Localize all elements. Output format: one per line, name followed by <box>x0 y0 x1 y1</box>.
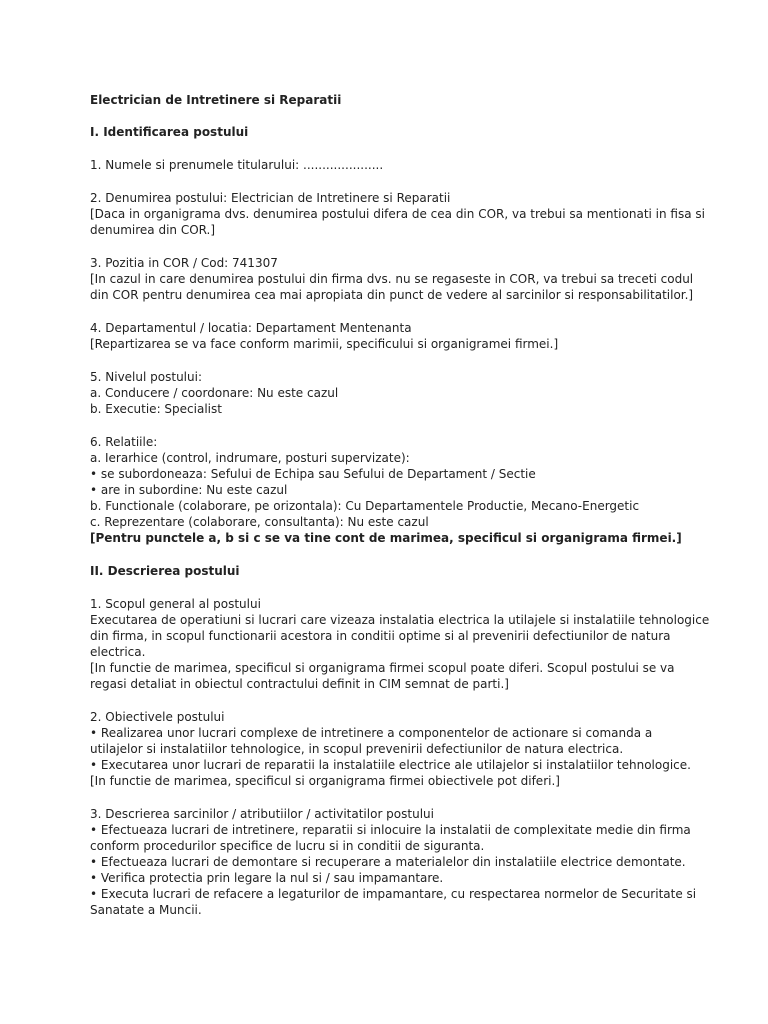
s2-item-1-body-line-1: Executarea de operatiuni si lucrari care vizeaza instalatia electrica la utilajele si instalatiile tehnologice <box>90 613 710 627</box>
item-1-holder-name: 1. Numele si prenumele titularului: ..................... <box>90 158 384 172</box>
item-6-a: a. Ierarhice (control, indrumare, posturi supervizate): <box>90 451 410 465</box>
item-4-note: [Repartizarea se va face conform marimii, specificului si organigramei firmei.] <box>90 337 559 351</box>
item-5-b: b. Executie: Specialist <box>90 402 222 416</box>
s2-item-1-note-line-1: [In functie de marimea, specificul si organigrama firmei scopul poate diferi. Scopul postului se va <box>90 661 675 675</box>
s2-item-2-line-4: [In functie de marimea, specificul si organigrama firmei obiectivele pot diferi.] <box>90 774 560 788</box>
s2-item-3-line-1: • Efectueaza lucrari de intretinere, reparatii si inlocuire la instalatii de complexitate medie din firma <box>90 823 691 837</box>
s2-item-1-note-line-2: regasi detaliat in obiectul contractului definit in CIM semnat de parti.] <box>90 677 509 691</box>
item-6-bullet-1: • se subordoneaza: Sefului de Echipa sau Sefului de Departament / Sectie <box>90 467 536 481</box>
s2-item-3-line-5: • Executa lucrari de refacere a legaturilor de impamantare, cu respectarea normelor de Securitate si <box>90 887 697 901</box>
item-2-note-line-2: denumirea din COR.] <box>90 223 216 237</box>
item-6-relations: 6. Relatiile: <box>90 435 158 449</box>
s2-item-2-line-2: utilajelor si instalatiilor tehnologice, in scopul prevenirii defectiunilor de natura electrica. <box>90 742 624 756</box>
s2-item-2-line-3: • Executarea unor lucrari de reparatii la instalatiile electrice ale utilajelor si instalatiilor tehnologice. <box>90 758 691 772</box>
s2-item-3-line-6: Sanatate a Muncii. <box>90 903 202 917</box>
s2-item-2-line-1: • Realizarea unor lucrari complexe de intretinere a componentelor de actionare si comanda a <box>90 726 653 740</box>
section-1-heading: I. Identificarea postului <box>90 125 249 139</box>
item-3-cor-code: 3. Pozitia in COR / Cod: 741307 <box>90 256 278 270</box>
s2-item-1-body-line-2: din firma, in scopul functionarii acestora in conditii optime si al prevenirii defectiunilor de natura <box>90 629 671 643</box>
item-6-b: b. Functionale (colaborare, pe orizontala): Cu Departamentele Productie, Mecano-Energetic <box>90 499 640 513</box>
item-6-c: c. Reprezentare (colaborare, consultanta): Nu este cazul <box>90 515 429 529</box>
item-4-department: 4. Departamentul / locatia: Departament Mentenanta <box>90 321 412 335</box>
s2-item-3-line-4: • Verifica protectia prin legare la nul si / sau impamantare. <box>90 871 444 885</box>
item-5-level: 5. Nivelul postului: <box>90 370 202 384</box>
item-5-a: a. Conducere / coordonare: Nu este cazul <box>90 386 339 400</box>
s2-item-3-tasks: 3. Descrierea sarcinilor / atributiilor / activitatilor postului <box>90 807 434 821</box>
item-3-note-line-1: [In cazul in care denumirea postului din firma dvs. nu se regaseste in COR, va trebui sa treceti codul <box>90 272 694 286</box>
item-2-job-title: 2. Denumirea postului: Electrician de Intretinere si Reparatii <box>90 191 451 205</box>
item-6-note: [Pentru punctele a, b si c se va tine cont de marimea, specificul si organigrama firmei.] <box>90 531 682 545</box>
s2-item-2-objectives: 2. Obiectivele postului <box>90 710 225 724</box>
s2-item-1-body-line-3: electrica. <box>90 645 146 659</box>
item-3-note-line-2: din COR pentru denumirea cea mai apropiata din punct de vedere al sarcinilor si responsabilitatilor.] <box>90 288 694 302</box>
s2-item-1-purpose: 1. Scopul general al postului <box>90 597 261 611</box>
item-6-bullet-2: • are in subordine: Nu este cazul <box>90 483 288 497</box>
s2-item-3-line-3: • Efectueaza lucrari de demontare si recuperare a materialelor din instalatiile electrice demontate. <box>90 855 686 869</box>
document-title: Electrician de Intretinere si Reparatii <box>90 93 342 107</box>
section-2-heading: II. Descrierea postului <box>90 564 240 578</box>
item-2-note-line-1: [Daca in organigrama dvs. denumirea postului difera de cea din COR, va trebui sa mentionati in fisa si <box>90 207 705 221</box>
s2-item-3-line-2: conform procedurilor specifice de lucru si in conditii de siguranta. <box>90 839 485 853</box>
